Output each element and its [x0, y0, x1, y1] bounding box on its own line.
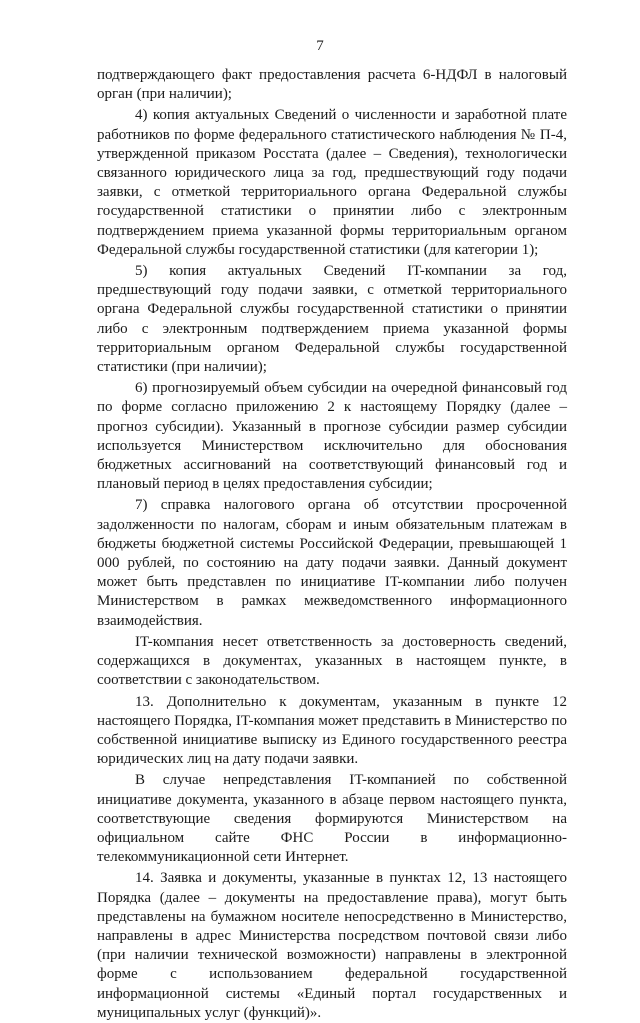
page-number: 7: [316, 38, 324, 54]
paragraph-section-13: 13. Дополнительно к документам, указанным в пункте 12 настоящего Порядка, IT-компания может представить в Министерство по собственной инициативе выписку из Единого государственного реестра юридических лиц на дату подачи заявки.: [97, 693, 567, 768]
paragraph-responsibility: IT-компания несет ответственность за достоверность сведений, содержащихся в документах, указанных в настоящем пункте, в соответствии с законодательством.: [97, 633, 567, 689]
paragraph-item-7: 7) справка налогового органа об отсутствии просроченной задолженности по налогам, сборам и иным обязательным платежам в бюджеты бюджетной системы Российской Федерации, превышающей 1 000 рублей, по состоянию на дату подачи заявки. Данный документ может быть представлен по инициативе IT-компании либо получен Министерством в рамках межведомственного информационного взаимодействия.: [97, 497, 567, 629]
paragraph-item-5: 5) копия актуальных Сведений IT-компании за год, предшествующий году подачи заявки, с отметкой территориального органа Федеральной службы государственной статистики о принятии либо с электронным подтверждением приема указанной формы территориальным органом Федеральной службы государственной статистики (при наличии);: [97, 263, 567, 376]
paragraph-non-submission: В случае непредставления IT-компанией по собственной инициативе документа, указанного в абзаце первом настоящего пункта, соответствующие сведения формируются Министерством на официальном сайте ФНС России в информационно-телекоммуникационной сети Интернет.: [97, 772, 567, 866]
paragraph-item-6: 6) прогнозируемый объем субсидии на очередной финансовый год по форме согласно приложению 2 к настоящему Порядку (далее – прогноз субсидии). Указанный в прогнозе субсидии размер субсидии используется Министерством исключительно для обоснования бюджетных ассигнований на соответствующий финансовый год и плановый период в целях предоставления субсидии;: [97, 380, 567, 493]
paragraph-continuation: подтверждающего факт предоставления расчета 6-НДФЛ в налоговый орган (при наличии);: [97, 67, 567, 103]
document-body: [97, 66, 567, 1023]
paragraph-item-4: 4) копия актуальных Сведений о численности и заработной плате работников по форме федерального статистического наблюдения № П-4, утвержденной приказом Росстата (далее – Сведения), технологически связанного юридического лица за год, предшествующий году подачи заявки, с отметкой территориального органа Федеральной службы государственной статистики о принятии либо с электронным подтверждением приема указанной формы территориальным органом Федеральной службы государственной статистики (для категории 1);: [97, 107, 567, 258]
paragraph-section-14: 14. Заявка и документы, указанные в пунктах 12, 13 настоящего Порядка (далее – документы на предоставление права), могут быть представлены на бумажном носителе непосредственно в Министерство, направлены в адрес Министерства посредством почтовой связи либо (при наличии технической возможности) направлены в электронной форме с использованием федеральной государственной информационной системы «Единый портал государственных и муниципальных услуг (функций)».: [97, 870, 567, 1021]
